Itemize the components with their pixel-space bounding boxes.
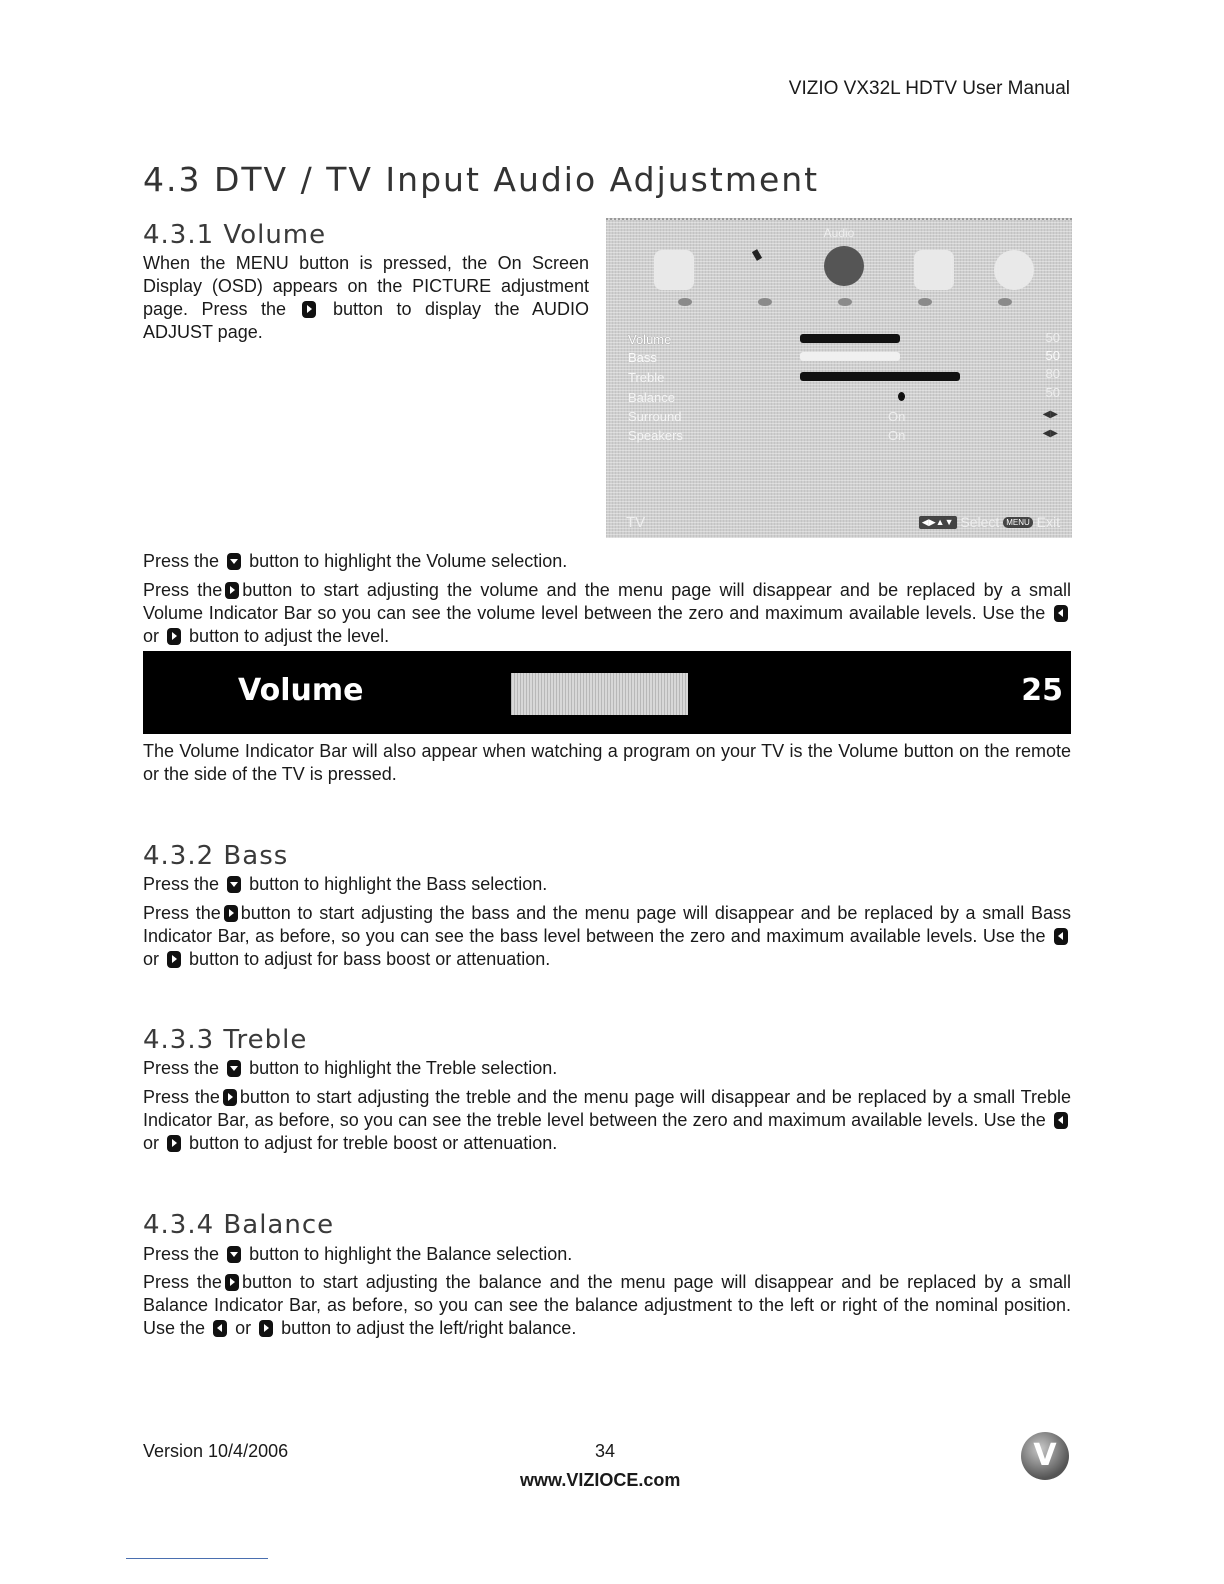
volume-indicator-bar — [143, 651, 1071, 734]
bass-para-adjust — [143, 902, 1071, 971]
right-button-icon — [167, 951, 181, 968]
treble-p1-text-b: button to highlight the Treble selection. — [249, 1058, 558, 1078]
osd-dot-4 — [918, 298, 932, 306]
audio-osd-menu — [606, 218, 1072, 538]
bass-p2-text-b: button to start adjusting the bass and the menu page will disappear and be replaced by a small Bass Indicator Bar, as before, so you can see the bass level between the zero and maximum available levels. Use the — [143, 903, 1071, 946]
balance-para-highlight — [143, 1243, 1071, 1266]
vizio-logo-icon: V — [1021, 1432, 1069, 1480]
volume-p2-text-d: button to adjust the level. — [189, 626, 390, 646]
volume-p1-text-b: button to highlight the Volume selection. — [249, 551, 568, 571]
osd-balance-marker — [898, 392, 905, 401]
bass-p2-text-a: Press the — [143, 903, 221, 923]
right-button-icon — [224, 905, 238, 922]
down-button-icon — [227, 1246, 241, 1263]
treble-p2-text-a: Press the — [143, 1087, 220, 1107]
osd-exit-label: Exit — [1036, 514, 1060, 530]
volume-para-adjust — [143, 579, 1071, 648]
osd-row-volume[interactable]: Volume — [628, 332, 672, 347]
footer-rule — [126, 1558, 268, 1559]
osd-treble-value: 80 — [1045, 366, 1060, 381]
bass-p2-text-d: button to adjust for bass boost or attenuation. — [189, 949, 551, 969]
treble-p2-text-d: button to adjust for treble boost or attenuation. — [189, 1133, 558, 1153]
bass-heading: 4.3.2 Bass — [143, 841, 289, 871]
balance-p1-text-a: Press the — [143, 1244, 220, 1264]
balance-heading: 4.3.4 Balance — [143, 1210, 335, 1240]
osd-treble-bar — [800, 372, 960, 381]
website-link[interactable]: www.VIZIOCE.com — [520, 1470, 681, 1490]
volume-p2-text-c: or — [143, 626, 160, 646]
left-button-icon — [1054, 928, 1068, 945]
tv-icon — [824, 246, 864, 286]
osd-dot-5 — [998, 298, 1012, 306]
osd-balance-value: 50 — [1045, 385, 1060, 400]
volume-indicator-value: 25 — [1021, 673, 1063, 708]
treble-p2-text-b: button to start adjusting the treble and the menu page will disappear and be replaced by a small Treble Indicator Bar, as before, so you can see the treble level between the zero and maximum available levels. Use the — [143, 1087, 1071, 1130]
left-button-icon — [213, 1320, 227, 1337]
manual-title: VIZIO VX32L HDTV User Manual — [788, 78, 1070, 99]
volume-p2-text-a: Press the — [143, 580, 223, 600]
left-button-icon — [1054, 1112, 1068, 1129]
osd-row-speakers[interactable]: Speakers — [628, 428, 683, 443]
treble-heading: 4.3.3 Treble — [143, 1025, 308, 1055]
osd-surround-arrows-icon: ◀▶ — [1042, 409, 1058, 420]
picture-icon — [654, 250, 694, 290]
balance-p2-text-b: button to start adjusting the balance and the menu page will disappear and be replaced by a small Balance Indicator Bar, as before, so you can see the balance adjustment to the left or right of the nominal position. Use the — [143, 1272, 1071, 1338]
right-button-icon — [223, 1089, 237, 1106]
osd-dot-2 — [758, 298, 772, 306]
volume-para-note: The Volume Indicator Bar will also appear when watching a program on your TV is the Volume button on the remote or the side of the TV is pressed. — [143, 741, 1071, 784]
down-button-icon — [227, 1060, 241, 1077]
balance-p2-text-c: or — [235, 1318, 252, 1338]
setup-icon — [914, 250, 954, 290]
right-button-icon — [167, 628, 181, 645]
volume-p2-text-b: button to start adjusting the volume and the menu page will disappear and be replaced by a small Volume Indicator Bar so you can see the volume level between the zero and maximum available levels. Use the — [143, 580, 1071, 623]
volume-intro-text-2: button to display the AUDIO ADJUST page. — [143, 299, 589, 342]
osd-source-label: TV — [626, 514, 646, 531]
right-button-icon — [259, 1320, 273, 1337]
volume-para-highlight — [143, 550, 1071, 573]
bass-p1-text-a: Press the — [143, 874, 220, 894]
bass-p2-text-c: or — [143, 949, 160, 969]
osd-speakers-value: On — [888, 428, 906, 443]
osd-dot-1 — [678, 298, 692, 306]
osd-footer — [626, 514, 1062, 534]
right-button-icon — [167, 1135, 181, 1152]
bass-p1-text-b: button to highlight the Bass selection. — [249, 874, 548, 894]
balance-p2-text-d: button to adjust the left/right balance. — [281, 1318, 577, 1338]
volume-p1-text-a: Press the — [143, 551, 220, 571]
right-button-icon — [302, 301, 316, 318]
bass-para-highlight — [143, 873, 1071, 896]
osd-select-label: Select — [960, 514, 1000, 530]
osd-footer-hints — [919, 514, 1060, 530]
left-button-icon — [1054, 605, 1068, 622]
osd-row-surround[interactable]: Surround — [628, 409, 682, 424]
osd-row-treble[interactable]: Treble — [628, 370, 665, 385]
volume-intro-text-1: When the MENU button is pressed, the On Screen Display (OSD) appears on the PICTURE adjustment page. Press the — [143, 253, 589, 319]
osd-icon-row — [634, 246, 1034, 306]
treble-para-adjust — [143, 1086, 1071, 1155]
page-number: 34 — [595, 1441, 616, 1461]
balance-p2-text-a: Press the — [143, 1272, 222, 1292]
osd-row-balance[interactable]: Balance — [628, 390, 675, 405]
osd-bass-value: 50 — [1045, 348, 1060, 363]
down-button-icon — [227, 553, 241, 570]
osd-nav-arrows-icon: ◀▶▲▼ — [919, 516, 957, 529]
volume-heading: 4.3.1 Volume — [143, 220, 327, 250]
audio-icon — [744, 250, 784, 290]
volume-indicator-label: Volume — [238, 673, 364, 708]
osd-volume-value: 50 — [1045, 330, 1060, 345]
volume-intro — [143, 252, 589, 344]
version-label: Version 10/4/2006 — [143, 1441, 289, 1461]
osd-title: Audio — [823, 226, 855, 240]
osd-dot-3 — [838, 298, 852, 306]
treble-p2-text-c: or — [143, 1133, 160, 1153]
right-button-icon — [225, 582, 239, 599]
help-icon — [994, 250, 1034, 290]
down-button-icon — [227, 876, 241, 893]
section-title: 4.3 DTV / TV Input Audio Adjustment — [143, 160, 820, 199]
osd-bass-bar — [800, 352, 900, 361]
treble-para-highlight — [143, 1057, 1071, 1080]
balance-para-adjust — [143, 1271, 1071, 1340]
osd-menu-button-icon: MENU — [1003, 517, 1033, 528]
osd-row-bass[interactable]: Bass — [628, 350, 657, 365]
right-button-icon — [225, 1274, 239, 1291]
volume-indicator-meter — [511, 673, 688, 715]
balance-p1-text-b: button to highlight the Balance selection. — [249, 1244, 573, 1264]
treble-p1-text-a: Press the — [143, 1058, 220, 1078]
osd-speakers-arrows-icon: ◀▶ — [1042, 428, 1058, 439]
osd-surround-value: On — [888, 409, 906, 424]
osd-volume-bar — [800, 334, 900, 343]
